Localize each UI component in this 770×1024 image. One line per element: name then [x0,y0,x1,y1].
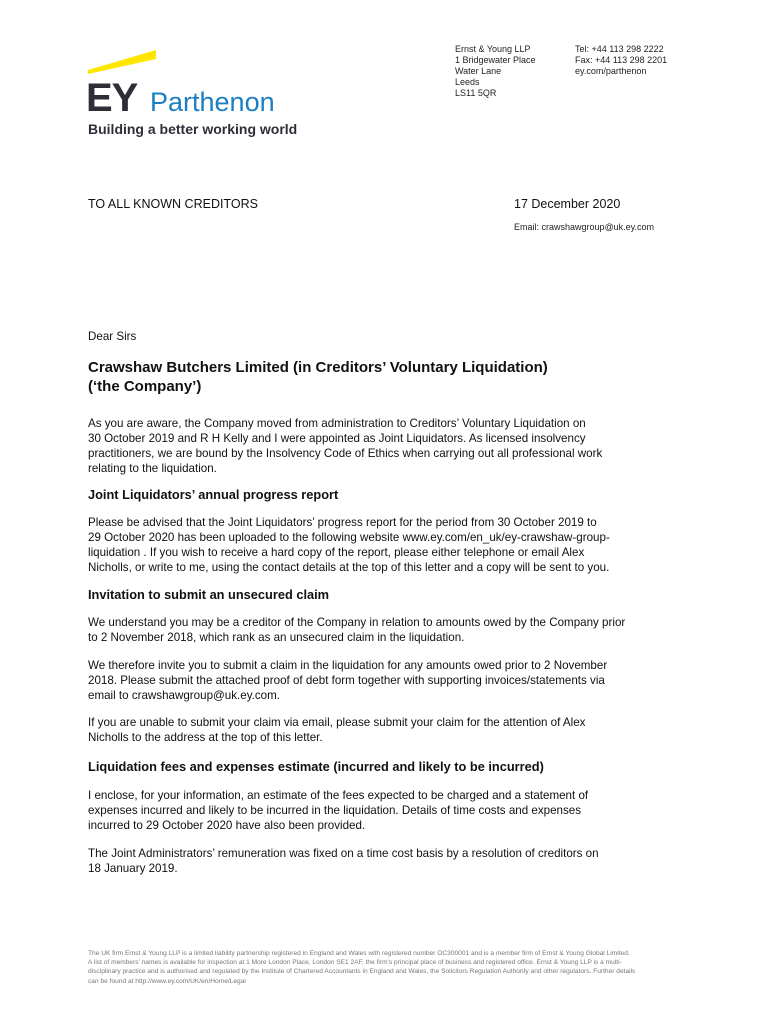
logo-ey-mark: EY [86,76,138,120]
fees-paragraph-2 [88,846,698,876]
footer-line: A list of members’ names is available for inspection at 1 More London Place, London SE1 2AF, the firm’s principal place of business and registered office. Ernst & Young LLP is a multi- [88,959,622,967]
paragraph-line: relating to the liquidation. [88,462,217,475]
intro-paragraph [88,416,698,476]
paragraph-line: practitioners, we are bound by the Insolvency Code of Ethics when carrying out all professional work [88,447,603,460]
progress-report-paragraph [88,515,698,575]
paragraph-line: If you are unable to submit your claim via email, please submit your claim for the attention of Alex [88,716,586,729]
address-line: LS11 5QR [455,88,497,98]
address-line: Leeds [455,77,480,87]
contact-website-link[interactable]: ey.com/parthenon [575,66,647,76]
title-line: Crawshaw Butchers Limited (in Creditors’ Voluntary Liquidation) [88,359,548,376]
paragraph-line: expenses incurred and likely to be incurred in the liquidation. Details of time costs and expenses [88,804,582,817]
ey-parthenon-logo [86,48,306,140]
title-line: (‘the Company’) [88,378,202,395]
paragraph-line: We therefore invite you to submit a claim in the liquidation for any amounts owed prior to 2 November [88,659,608,672]
logo-tagline: Building a better working world [88,121,298,137]
paragraph-line: to 2 November 2018, which rank as an unsecured claim in the liquidation. [88,631,465,644]
paragraph-line: The Joint Administrators’ remuneration was fixed on a time cost basis by a resolution of creditors on [88,847,599,860]
paragraph-line: Nicholls to the address at the top of this letter. [88,731,323,744]
section-heading-fees-expenses: Liquidation fees and expenses estimate (incurred and likely to be incurred) [88,759,544,774]
paragraph-line: Please be advised that the Joint Liquidators’ progress report for the period from 30 October 2019 to [88,516,597,529]
paragraph-line: 30 October 2019 and R H Kelly and I were appointed as Joint Liquidators. As licensed insolvency [88,432,586,445]
paragraph-line: 29 October 2020 has been uploaded to the following website www.ey.com/en_uk/ey-crawshaw-group- [88,531,610,544]
unsecured-claim-paragraph-1 [88,615,698,645]
unsecured-claim-paragraph-3 [88,715,698,745]
paragraph-line: I enclose, for your information, an estimate of the fees expected to be charged and a statement of [88,789,589,802]
paragraph-line: incurred to 29 October 2020 have also been provided. [88,819,366,832]
paragraph-line: email to crawshawgroup@uk.ey.com. [88,689,280,702]
letter-title [88,358,708,396]
contact-phone: Tel: +44 113 298 2222 [575,44,664,54]
unsecured-claim-paragraph-2 [88,658,698,703]
salutation: Dear Sirs [88,330,137,343]
letter-date: 17 December 2020 [514,197,621,211]
footer-line: The UK firm Ernst & Young LLP is a limited liability partnership registered in England and Wales with registered number OC300001 and is a member firm of Ernst & Young Global Limited. [88,950,630,957]
section-heading-unsecured-claim: Invitation to submit an unsecured claim [88,587,330,602]
paragraph-line: 2018. Please submit the attached proof of debt form together with supporting invoices/statements via [88,674,605,687]
paragraph-line: Nicholls, or write to me, using the contact details at the top of this letter and a copy will be sent to you. [88,561,610,574]
contact-fax: Fax: +44 113 298 2201 [575,55,668,65]
footer-line: disciplinary practice and is authorised and regulated by the Institute of Chartered Accountants in England and Wales, the Solicitors Regulation Authority and other regulators. Further details [88,968,636,976]
footer-line: can be found at http://www.ey.com/UK/en/Home/Legal [88,977,246,985]
address-line: 1 Bridgewater Place [455,55,536,65]
paragraph-line: We understand you may be a creditor of the Company in relation to amounts owed by the Company prior [88,616,626,629]
office-contact [575,44,667,77]
fees-paragraph-1 [88,788,698,833]
address-line: Ernst & Young LLP [455,44,531,54]
office-address [455,44,536,99]
ey-yellow-beam-icon [88,48,158,74]
logo-parthenon-text: Parthenon [150,87,275,117]
paragraph-line: 18 January 2019. [88,862,178,875]
paragraph-line: As you are aware, the Company moved from administration to Creditors’ Voluntary Liquidation on [88,417,586,430]
legal-footer [88,949,688,986]
contact-email: Email: crawshawgroup@uk.ey.com [514,222,655,232]
paragraph-line: liquidation . If you wish to receive a hard copy of the report, please either telephone or email Alex [88,546,585,559]
recipient: TO ALL KNOWN CREDITORS [88,197,258,211]
address-line: Water Lane [455,66,502,76]
section-heading-progress-report: Joint Liquidators’ annual progress report [88,487,339,502]
